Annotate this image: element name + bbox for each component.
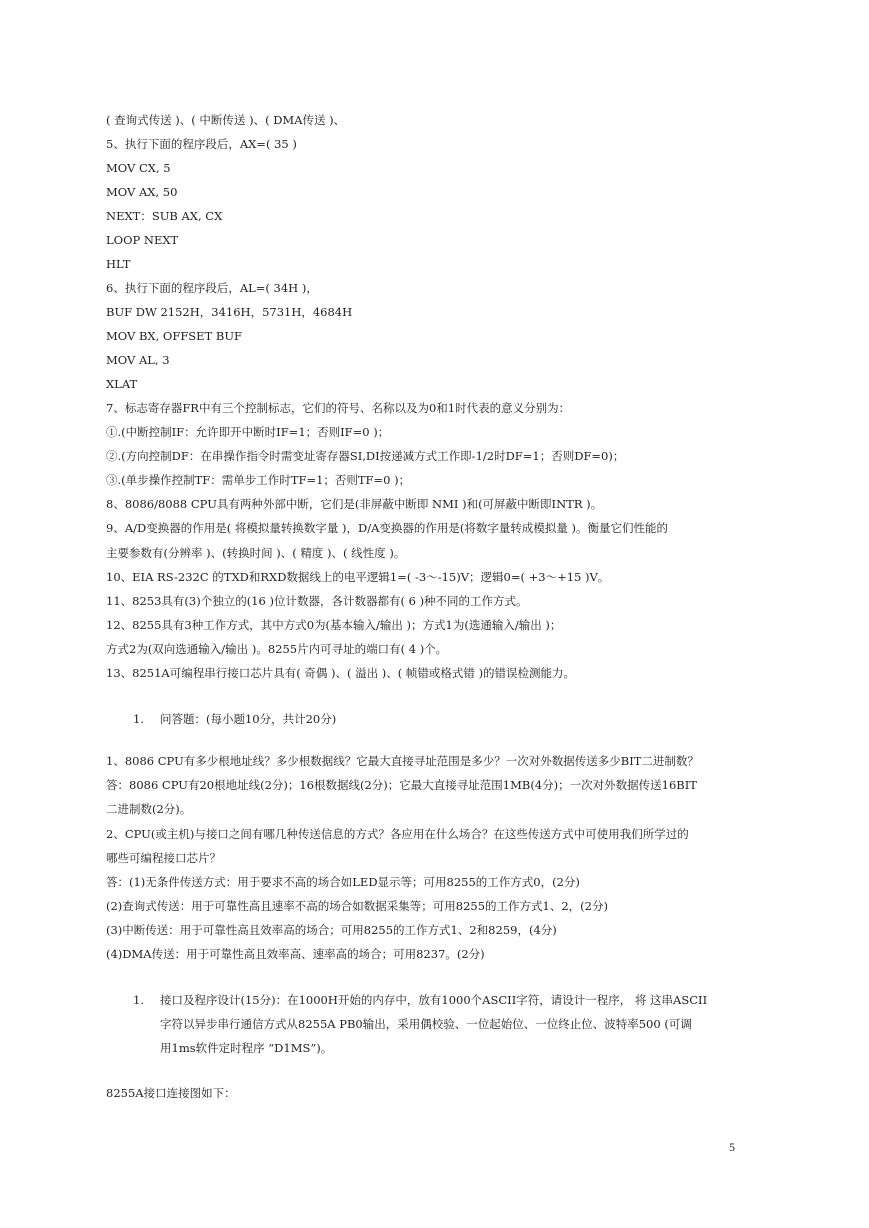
text-line: 5、执行下面的程序段后，AX=( 35 ) bbox=[106, 137, 297, 151]
text-line: 13、8251A可编程串行接口芯片具有( 奇偶 )、( 溢出 )、( 帧错或格式错 )的错误检测能力。 bbox=[106, 666, 576, 680]
code-line: MOV AX, 50 bbox=[106, 185, 178, 199]
question-line: 哪些可编程接口芯片？ bbox=[106, 851, 221, 865]
text-line: 9、A/D变换器的作用是( 将模拟量转换数字量 )，D/A变换器的作用是(将数字量转成模拟量 )。衡量它们性能的 bbox=[106, 521, 669, 535]
code-line: NEXT：SUB AX, CX bbox=[106, 209, 223, 223]
text-line: 方式2为(双向选通输入/输出 )。8255片内可寻址的端口有( 4 )个。 bbox=[106, 642, 448, 656]
code-line: MOV AL, 3 bbox=[106, 353, 170, 367]
text-line: ③.(单步操作控制TF：需单步工作时TF=1；否则TF=0 )； bbox=[106, 473, 411, 487]
text-line: 主要参数有(分辨率 )、(转换时间 )、( 精度 )、( 线性度 )。 bbox=[106, 546, 406, 560]
diagram-caption: 8255A接口连接图如下： bbox=[106, 1086, 236, 1100]
text-line: 6、执行下面的程序段后，AL=( 34H )， bbox=[106, 281, 318, 295]
code-line: MOV BX, OFFSET BUF bbox=[106, 329, 243, 343]
section-title: 问答题：(每小题10分，共计20分) bbox=[160, 712, 337, 726]
section-number: 1. bbox=[133, 993, 144, 1007]
answer-line: 二进制数(2分)。 bbox=[106, 802, 192, 816]
text-line: 11、8253具有(3)个独立的(16 )位计数器，各计数器都有( 6 )种不同的工作方式。 bbox=[106, 594, 528, 608]
text-line: 12、8255具有3种工作方式，其中方式0为(基本输入/输出 )；方式1为(选通输入/输出 )； bbox=[106, 618, 562, 632]
question-line: 2、CPU(或主机)与接口之间有哪几种传送信息的方式？各应用在什么场合？在这些传送方式中可使用我们所学过的 bbox=[106, 827, 689, 841]
text-line: 8、8086/8088 CPU具有两种外部中断，它们是(非屏蔽中断即 NMI )和(可屏蔽中断即INTR )。 bbox=[106, 497, 603, 511]
text-line: ①.(中断控制IF：允许即开中断时IF=1；否则IF=0 )； bbox=[106, 425, 390, 439]
text-line: ②.(方向控制DF：在串操作指令时需变址寄存器SI,DI按递减方式工作即-1/2时DF=1；否则DF=0)； bbox=[106, 449, 625, 463]
answer-line: 答：8086 CPU有20根地址线(2分)；16根数据线(2分)；它最大直接寻址范围1MB(4分)；一次对外数据传送16BIT bbox=[106, 778, 697, 792]
answer-line: (4)DMA传送：用于可靠性高且效率高、速率高的场合；可用8237。(2分) bbox=[106, 947, 485, 961]
section-number: 1. bbox=[133, 712, 144, 726]
code-line: XLAT bbox=[106, 377, 138, 391]
design-line: 用1ms软件定时程序 “D1MS”)。 bbox=[160, 1041, 333, 1055]
text-line: ( 查询式传送 )、( 中断传送 )、( DMA传送 )、 bbox=[106, 113, 346, 127]
answer-line: (2)查询式传送：用于可靠性高且速率不高的场合如数据采集等；可用8255的工作方式1、2，(2分) bbox=[106, 899, 608, 913]
answer-line: 答：(1)无条件传送方式：用于要求不高的场合如LED显示等；可用8255的工作方式0，(2分) bbox=[106, 875, 580, 889]
design-line: 字符以异步串行通信方式从8255A PB0输出，采用偶校验、一位起始位、一位终止位、波特率500 (可调 bbox=[160, 1017, 692, 1031]
design-line: 接口及程序设计(15分)：在1000H开始的内存中，放有1000个ASCII字符，请设计一程序， 将 这串ASCII bbox=[160, 993, 708, 1007]
code-line: HLT bbox=[106, 257, 131, 271]
page-number: 5 bbox=[729, 1140, 735, 1154]
code-line: BUF DW 2152H，3416H，5731H，4684H bbox=[106, 305, 353, 319]
answer-line: (3)中断传送：用于可靠性高且效率高的场合；可用8255的工作方式1、2和8259，(4分) bbox=[106, 923, 557, 937]
question-line: 1、8086 CPU有多少根地址线？多少根数据线？它最大直接寻址范围是多少？一次对外数据传送多少BIT二进制数？ bbox=[106, 754, 699, 768]
code-line: MOV CX, 5 bbox=[106, 161, 171, 175]
text-line: 7、标志寄存器FR中有三个控制标志，它们的符号、名称以及为0和1时代表的意义分别为： bbox=[106, 401, 571, 415]
code-line: LOOP NEXT bbox=[106, 233, 179, 247]
text-line: 10、EIA RS-232C 的TXD和RXD数据线上的电平逻辑1=( -3～-15)V；逻辑0=( +3～+15 )V。 bbox=[106, 570, 610, 584]
